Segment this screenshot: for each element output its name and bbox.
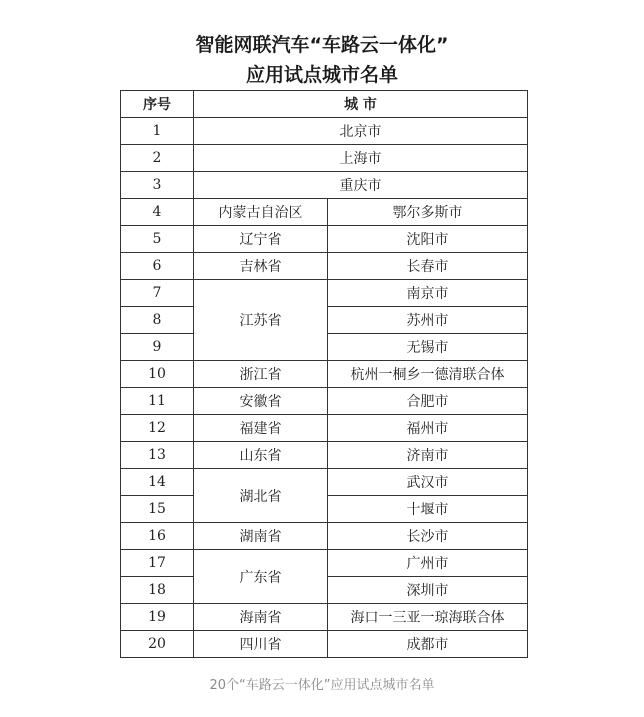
table-row	[121, 415, 528, 442]
row-number: 20	[121, 631, 194, 658]
row-number: 8	[121, 307, 194, 334]
city-cell: 上海市	[194, 145, 528, 172]
row-number: 12	[121, 415, 194, 442]
province-cell: 浙江省	[194, 361, 328, 388]
table-row	[121, 226, 528, 253]
city-cell: 长春市	[328, 253, 528, 280]
header-city: 城 市	[194, 91, 528, 118]
province-cell: 安徽省	[194, 388, 328, 415]
row-number: 7	[121, 280, 194, 307]
row-number: 5	[121, 226, 194, 253]
city-cell: 杭州一桐乡一德清联合体	[328, 361, 528, 388]
province-cell: 四川省	[194, 631, 328, 658]
table-row	[121, 550, 528, 577]
province-cell: 山东省	[194, 442, 328, 469]
city-cell: 沈阳市	[328, 226, 528, 253]
table-row	[121, 280, 528, 307]
document-title-line-2: 应用试点城市名单	[245, 64, 398, 86]
city-cell: 长沙市	[328, 523, 528, 550]
table-row	[121, 118, 528, 145]
row-number: 4	[121, 199, 194, 226]
city-cell: 福州市	[328, 415, 528, 442]
province-cell: 内蒙古自治区	[194, 199, 328, 226]
city-cell: 苏州市	[328, 307, 528, 334]
table-row	[121, 469, 528, 496]
city-cell: 武汉市	[328, 469, 528, 496]
table-row	[121, 604, 528, 631]
row-number: 10	[121, 361, 194, 388]
table-row	[121, 388, 528, 415]
row-number: 18	[121, 577, 194, 604]
city-cell: 深圳市	[328, 577, 528, 604]
table-header-row	[121, 91, 528, 118]
row-number: 16	[121, 523, 194, 550]
city-cell: 济南市	[328, 442, 528, 469]
province-cell: 吉林省	[194, 253, 328, 280]
pilot-city-table	[120, 90, 528, 658]
province-cell: 辽宁省	[194, 226, 328, 253]
province-cell: 广东省	[194, 550, 328, 604]
city-cell: 北京市	[194, 118, 528, 145]
document-title-line-1: 智能网联汽车“车路云一体化”	[195, 34, 449, 56]
city-cell: 海口一三亚一琼海联合体	[328, 604, 528, 631]
table-row	[121, 361, 528, 388]
table-row	[121, 172, 528, 199]
row-number: 14	[121, 469, 194, 496]
city-cell: 成都市	[328, 631, 528, 658]
city-cell: 广州市	[328, 550, 528, 577]
city-cell: 鄂尔多斯市	[328, 199, 528, 226]
province-cell: 福建省	[194, 415, 328, 442]
image-caption: 20个“车路云一体化”应用试点城市名单	[209, 678, 435, 693]
city-cell: 无锡市	[328, 334, 528, 361]
province-cell: 江苏省	[194, 280, 328, 361]
row-number: 9	[121, 334, 194, 361]
table-row	[121, 199, 528, 226]
table-row	[121, 523, 528, 550]
province-cell: 湖北省	[194, 469, 328, 523]
city-cell: 十堰市	[328, 496, 528, 523]
city-cell: 南京市	[328, 280, 528, 307]
province-cell: 湖南省	[194, 523, 328, 550]
header-no: 序号	[121, 91, 194, 118]
city-cell: 合肥市	[328, 388, 528, 415]
row-number: 1	[121, 118, 194, 145]
table-row	[121, 145, 528, 172]
row-number: 17	[121, 550, 194, 577]
row-number: 3	[121, 172, 194, 199]
table-row	[121, 253, 528, 280]
row-number: 11	[121, 388, 194, 415]
city-cell: 重庆市	[194, 172, 528, 199]
row-number: 19	[121, 604, 194, 631]
row-number: 6	[121, 253, 194, 280]
table-row	[121, 442, 528, 469]
province-cell: 海南省	[194, 604, 328, 631]
row-number: 15	[121, 496, 194, 523]
row-number: 2	[121, 145, 194, 172]
table-row	[121, 631, 528, 658]
row-number: 13	[121, 442, 194, 469]
